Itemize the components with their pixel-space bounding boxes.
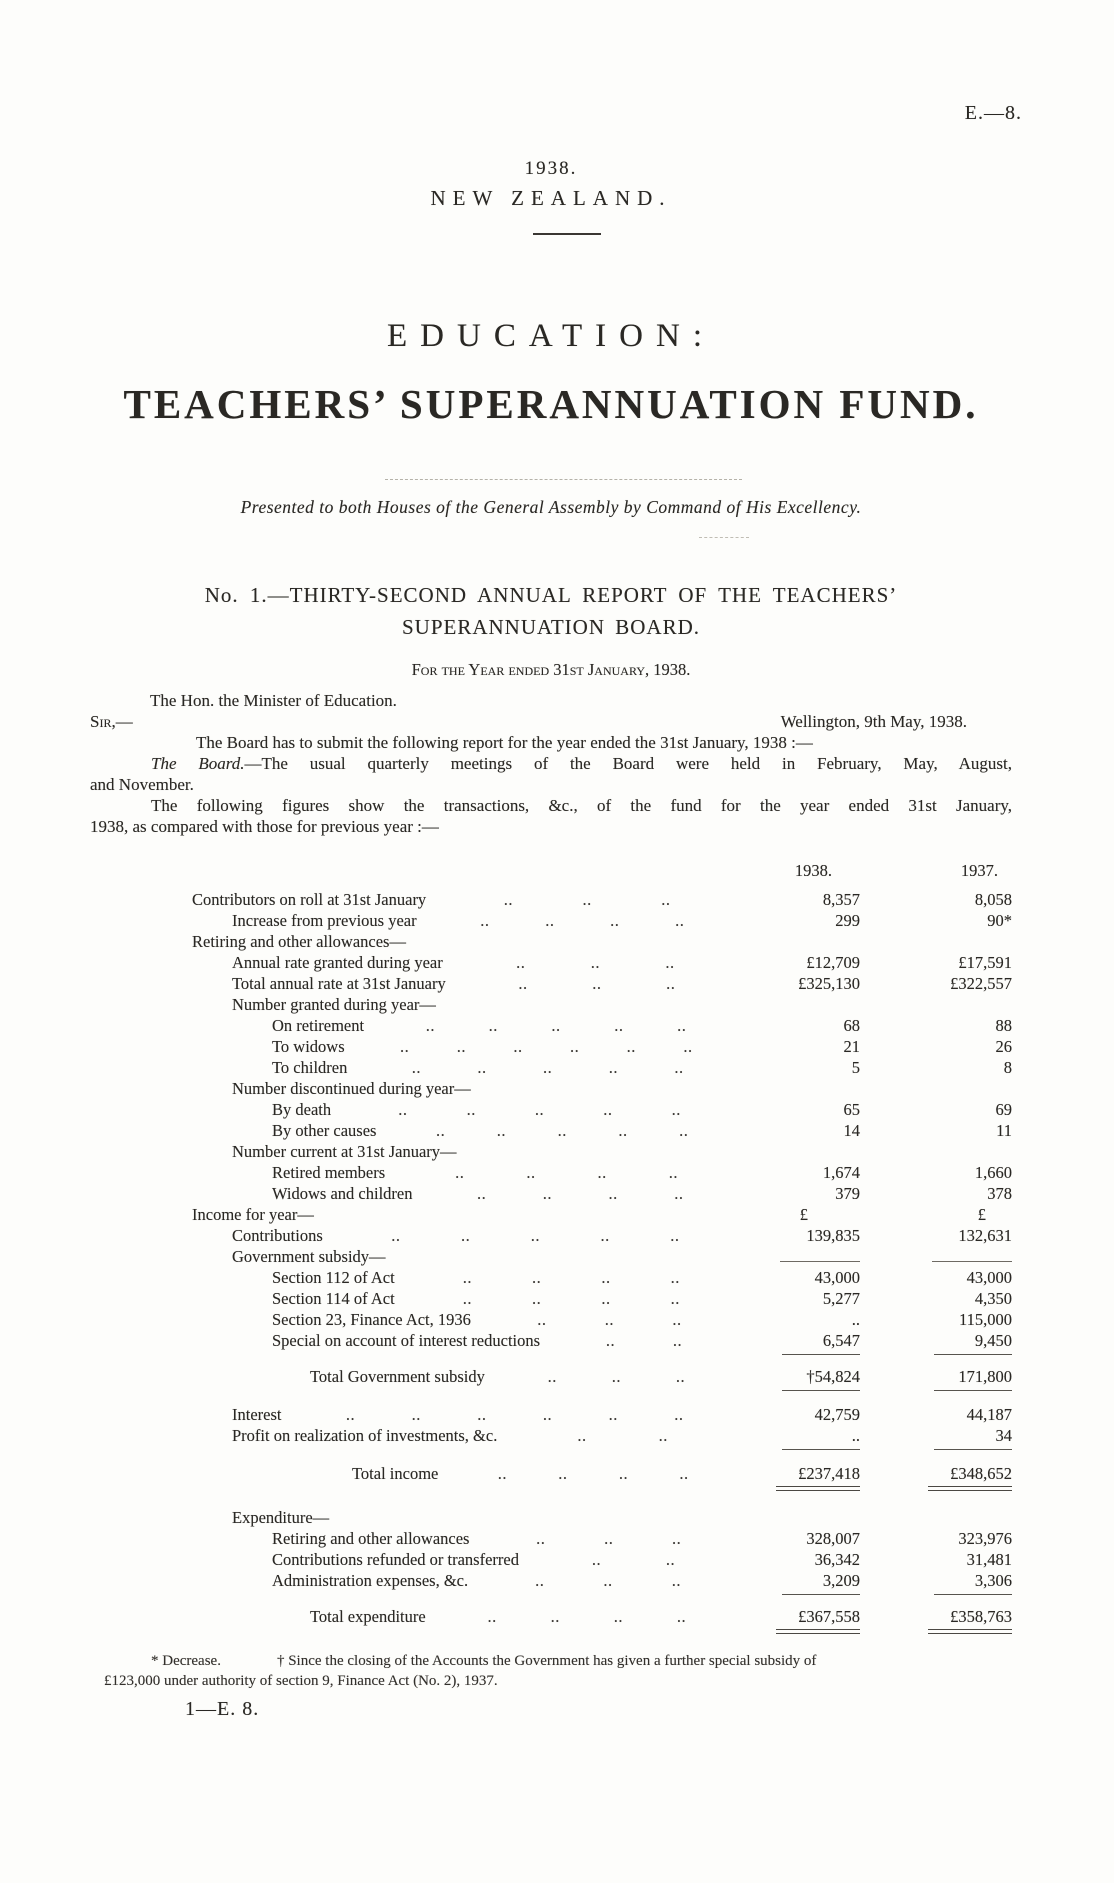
presented-divider-rule [699,537,749,538]
table-row [80,1330,1012,1351]
year-heading: 1938. [524,158,578,179]
table-row [80,952,1012,973]
dot-leaders: .. .. .. .. .. [398,1100,681,1119]
row-label: Interest [232,1405,282,1424]
row-label: Number current at 31st January— [232,1142,457,1161]
report-number-heading: No. 1.—THIRTY-SECOND ANNUAL REPORT OF THE TEACHERS’ [204,583,898,607]
row-label: Contributors on roll at 31st January [192,890,427,909]
table-row [80,1463,1012,1484]
row-label: To widows [272,1037,345,1056]
dot-leaders: .. .. .. [535,1571,681,1590]
value-1937: 378 [987,1184,1012,1203]
footnote-line-1 [94,1652,1012,1672]
table-row [80,1120,1012,1141]
table-row [80,1629,1012,1638]
table-row [80,1036,1012,1057]
row-label-cell [80,1330,748,1351]
value-1938: 1,674 [822,1163,860,1182]
value-1937: 171,800 [958,1367,1012,1386]
table-row [80,1354,1012,1360]
row-label-cell [80,1606,748,1627]
value-1938: .. [851,1426,860,1445]
value-1938: 379 [835,1184,860,1203]
dot-leaders [406,931,748,952]
dot-leaders: .. .. .. .. [462,1268,680,1287]
row-label-cell [80,1404,748,1425]
salutation: Sir,— [90,712,133,731]
value-1938: £325,130 [798,974,860,993]
value-1938: 328,007 [806,1529,860,1548]
dot-leaders: .. .. .. .. [455,1163,678,1182]
paragraph-3-line-1: The following figures show the transactions, &c., of the fund for the year ended 31st January, [151,796,1012,815]
dot-leaders [386,1246,748,1267]
value-1937: £17,591 [958,953,1012,972]
row-label-cell [80,1549,748,1570]
value-1938 [748,1354,860,1360]
footnote-block [94,1652,1012,1691]
paragraph-2-line-2: and November. [90,775,194,794]
value-1938: 3,209 [822,1571,860,1590]
row-label: On retirement [272,1016,365,1035]
value-1937: 34 [995,1426,1012,1445]
value-1938: 68 [843,1016,860,1035]
row-label-cell [80,1225,748,1246]
table-row [80,1204,1012,1225]
table-row [80,1288,1012,1309]
dot-leaders: .. .. .. .. [476,1184,684,1203]
value-1938: 6,547 [822,1331,860,1350]
row-label-cell [80,1267,748,1288]
row-label: Total expenditure [310,1607,426,1626]
value-1938: 139,835 [806,1226,860,1245]
value-1937: 1,660 [974,1163,1012,1182]
dot-leaders: .. .. .. [547,1367,686,1386]
value-1937: 43,000 [966,1268,1012,1287]
col-header-1937: 1937. [960,861,998,880]
col-header-1938: 1938. [794,861,832,880]
value-1938: 299 [835,911,860,930]
row-label: Number discontinued during year— [232,1079,471,1098]
value-1937: 4,350 [974,1289,1012,1308]
value-1937: 26 [995,1037,1012,1056]
table-row [80,889,1012,910]
value-1938 [748,1390,860,1396]
table-row [80,1528,1012,1549]
row-label: By other causes [272,1121,377,1140]
table-row [80,1549,1012,1570]
row-label-cell [80,1015,748,1036]
dot-leaders [329,1507,748,1528]
table-row [80,1057,1012,1078]
addressee-line: The Hon. the Minister of Education. [150,691,397,710]
value-1938 [748,1486,860,1495]
row-label: Administration expenses, &c. [272,1571,469,1590]
heading-divider-rule [533,233,601,235]
row-label-cell [80,1507,748,1528]
row-label-cell [80,1288,748,1309]
row-label-cell [80,1099,748,1120]
row-label: Retired members [272,1163,386,1182]
table-row [80,1404,1012,1425]
row-label-cell [80,952,748,973]
letter-body [90,690,1012,837]
value-1937: 115,000 [958,1310,1012,1329]
value-1937: £358,763 [950,1607,1012,1626]
row-label-cell [80,1246,748,1267]
presented-line: Presented to both Houses of the General Assembly by Command of His Excellency. [240,497,862,517]
section-title: EDUCATION: [387,318,715,354]
row-label-cell [80,1570,748,1591]
table-row [80,1183,1012,1204]
dot-leaders: .. .. .. [537,1310,682,1329]
document-reference: E.—8. [964,102,1022,124]
row-label-cell [80,1120,748,1141]
table-row [80,910,1012,931]
value-1938: 5 [851,1058,860,1077]
value-1937 [900,1629,1012,1638]
row-label-cell [80,1162,748,1183]
row-label: Section 114 of Act [272,1289,395,1308]
row-label: Contributions refunded or transferred [272,1550,519,1569]
row-label: Retiring and other allowances— [192,932,406,951]
footnote-dagger-line-1: † Since the closing of the Accounts the Government has given a further special subsidy of [276,1653,817,1669]
value-1938: 21 [843,1037,860,1056]
row-label-cell [80,1528,748,1549]
period-heading: For the Year ended 31st January, 1938. [411,660,691,679]
row-label: Total Government subsidy [310,1367,485,1386]
row-label-cell [80,1425,748,1446]
value-1937 [900,1354,1012,1360]
row-label: Total annual rate at 31st January [232,974,446,993]
value-1937: 323,976 [958,1529,1012,1548]
value-1938: 42,759 [814,1405,860,1424]
value-1937: 88 [995,1016,1012,1035]
row-label-cell [80,931,748,952]
dot-leaders [436,994,748,1015]
dot-leaders: .. .. [591,1550,676,1569]
row-label-cell [80,973,748,994]
row-label-cell [80,910,748,931]
table-row [80,1366,1012,1387]
dot-leaders: .. .. .. [516,953,675,972]
value-1938: 43,000 [814,1268,860,1287]
value-1937 [900,1390,1012,1396]
value-1937: £348,652 [950,1464,1012,1483]
dot-leaders: .. .. .. .. .. [411,1058,684,1077]
dot-leaders: .. .. .. .. .. .. [345,1405,684,1424]
value-1937: 8 [1003,1058,1012,1077]
row-label-cell [80,1463,748,1484]
title-divider-rule [385,479,742,480]
value-1938 [748,1248,860,1262]
table-row [80,1162,1012,1183]
value-1938: 14 [843,1121,860,1140]
table-row [80,1486,1012,1495]
dot-leaders [314,1204,696,1225]
row-label: Section 23, Finance Act, 1936 [272,1310,471,1329]
dot-leaders: .. .. .. .. [462,1289,680,1308]
table-row [80,1594,1012,1600]
dateline: Wellington, 9th May, 1938. [780,712,967,731]
footer-signature: 1—E. 8. [185,1698,260,1720]
dot-leaders: .. .. .. .. .. [425,1016,687,1035]
row-label: Expenditure— [232,1508,330,1527]
dot-leaders [457,1141,748,1162]
value-1938: .. [851,1310,860,1329]
value-1937: 90* [987,911,1012,930]
value-1938: £12,709 [806,953,860,972]
row-label-cell [80,1141,748,1162]
value-1937: 9,450 [974,1331,1012,1350]
dot-leaders: .. .. .. .. .. .. [400,1037,693,1056]
country-heading: NEW ZEALAND. [430,186,672,210]
dot-leaders: .. .. .. [518,974,676,993]
table-row [80,1606,1012,1627]
row-label: Profit on realization of investments, &c. [232,1426,498,1445]
row-label-cell [80,1057,748,1078]
row-label: Section 112 of Act [272,1268,395,1287]
value-1937: 3,306 [974,1571,1012,1590]
value-1937: £ [977,1205,986,1224]
value-1937: 132,631 [958,1226,1012,1245]
value-1938 [748,1594,860,1600]
table-row [80,1078,1012,1099]
paragraph-2-lead: The Board. [151,754,245,773]
dot-leaders: .. .. .. .. .. [436,1121,689,1140]
table-header-row [80,860,1012,881]
row-label-cell [80,1309,748,1330]
table-row [80,973,1012,994]
dot-leaders: .. .. .. .. [480,911,685,930]
dot-leaders: .. .. .. [503,890,671,909]
value-1937: 31,481 [966,1550,1012,1569]
value-1938: 65 [843,1100,860,1119]
row-label-cell [80,889,748,910]
dot-leaders: .. .. .. .. [487,1607,687,1626]
row-label: Increase from previous year [232,911,417,930]
footnote-dagger-line-2: £123,000 under authority of section 9, Finance Act (No. 2), 1937. [104,1672,498,1689]
main-title: TEACHERS’ SUPERANNUATION FUND. [123,381,979,427]
value-1938: £ [799,1205,808,1224]
value-1938: 8,357 [822,890,860,909]
row-label: Retiring and other allowances [272,1529,470,1548]
report-board-heading: SUPERANNUATION BOARD. [401,615,701,639]
row-label-cell [80,1204,696,1225]
value-1937: 8,058 [974,890,1012,909]
row-label: Special on account of interest reductions [272,1331,541,1350]
value-1937 [900,1486,1012,1495]
value-1937: 44,187 [966,1405,1012,1424]
row-label: Number granted during year— [232,995,436,1014]
table-row [80,1246,1012,1267]
value-1938: 36,342 [814,1550,860,1569]
value-1938: £237,418 [798,1464,860,1483]
table-row [80,1390,1012,1396]
row-label-cell [80,1366,748,1387]
row-label-cell [80,1036,748,1057]
table-row [80,1099,1012,1120]
table-row [80,1507,1012,1528]
value-1937 [900,1449,1012,1455]
paragraph-3-line-2: 1938, as compared with those for previous year :— [90,817,439,836]
table-row [80,1449,1012,1455]
row-label-cell [80,994,748,1015]
dot-leaders: .. .. [577,1426,668,1445]
value-1938 [748,1629,860,1638]
row-label: Annual rate granted during year [232,953,443,972]
table-row [80,1570,1012,1591]
table-row [80,931,1012,952]
row-label: Total income [352,1464,439,1483]
row-label: Government subsidy— [232,1247,386,1266]
row-label: By death [272,1100,332,1119]
row-label: To children [272,1058,348,1077]
row-label-cell [80,1078,748,1099]
dot-leaders: .. .. .. .. [497,1464,689,1483]
table-row [80,1309,1012,1330]
value-1938: †54,824 [806,1367,860,1386]
paragraph-2-line-1 [90,753,1012,774]
salutation-row [90,711,1012,732]
dot-leaders: .. .. .. .. .. [391,1226,680,1245]
table-row [80,994,1012,1015]
table-row [80,1225,1012,1246]
row-label: Contributions [232,1226,323,1245]
footnote-decrease: * Decrease. [151,1653,221,1669]
row-label: Widows and children [272,1184,413,1203]
value-1938 [748,1449,860,1455]
paragraph-2-rest: —The usual quarterly meetings of the Board were held in February, May, August, [244,754,1013,773]
value-1937: £322,557 [950,974,1012,993]
value-1938: £367,558 [798,1607,860,1626]
financial-table [80,860,1012,1640]
financial-table-body [80,889,1012,1638]
table-row [80,1425,1012,1446]
dot-leaders [471,1078,748,1099]
value-1937: 11 [996,1121,1012,1140]
row-label: Income for year— [192,1205,314,1224]
row-label-cell [80,1183,748,1204]
value-1938: 5,277 [822,1289,860,1308]
table-row [80,1015,1012,1036]
table-row [80,1141,1012,1162]
value-1937 [900,1248,1012,1262]
value-1937 [900,1594,1012,1600]
table-row [80,1267,1012,1288]
dot-leaders: .. .. [605,1331,683,1350]
paragraph-1: The Board has to submit the following report for the year ended the 31st January, 1938 :— [196,733,813,752]
value-1937: 69 [995,1100,1012,1119]
dot-leaders: .. .. .. [536,1529,682,1548]
